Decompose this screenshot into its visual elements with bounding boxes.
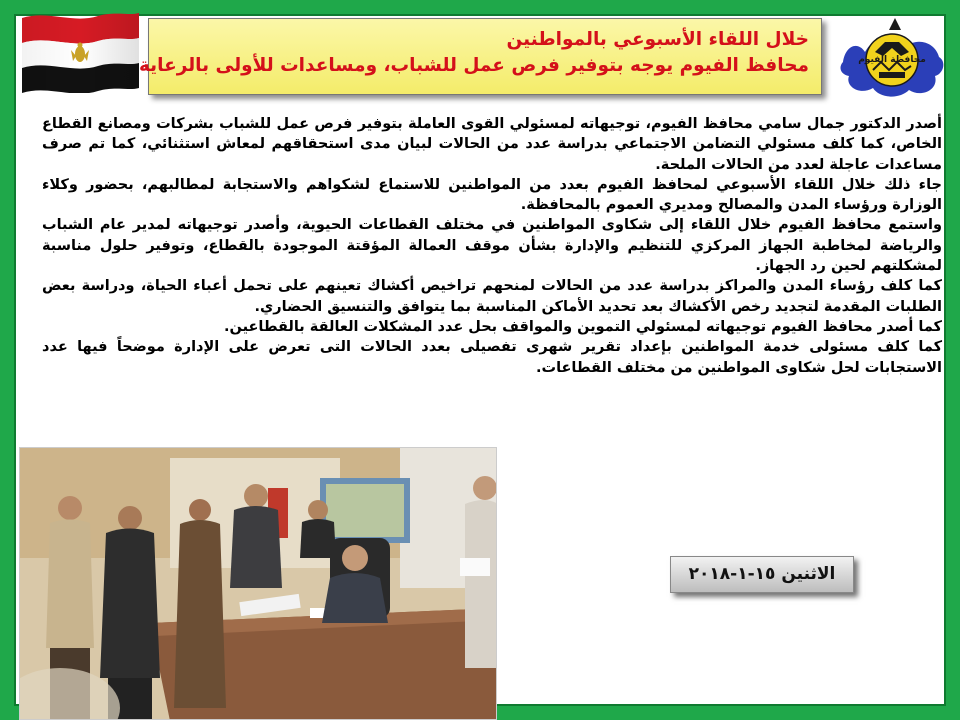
logo-text: محافظة الفيوم (858, 55, 926, 65)
headline-kicker: خلال اللقاء الأسبوعي بالمواطنين (506, 29, 809, 50)
headline-main: محافظ الفيوم يوجه بتوفير فرص عمل للشباب، ومساعدات للأولى بالرعاية (138, 55, 809, 76)
paragraph: كما كلف رؤساء المدن والمراكز بدراسة عدد من الحالات لمنحهم تراخيص أكشاك تعينهم على تحمل أعباء الحياة، ودراسة بعض الطلبات المقدمة لتجديد رخص الأكشاك بعد تحديد الأماكن المناسبة بما يتوافق والتنسيق الحضاري. (42, 278, 942, 315)
meeting-photo (19, 447, 497, 720)
paragraph: جاء ذلك خلال اللقاء الأسبوعي لمحافظ الفيوم بعدد من المواطنين للاستماع لشكواهم والاستجابة لمطالبهم، بحضور وكلاء الوزارة ورؤساء المدن والمصالح ومديري العموم بالمحافظة. (42, 176, 942, 214)
paragraph: واستمع محافظ الفيوم خلال اللقاء إلى شكاوى المواطنين في مختلف القطاعات الحيوية، وأصدر توجيهاته لمدير عام الشباب والرياضة لمخاطبة الجهاز المركزي للتنظيم والإدارة بشأن موقف العمالة المؤقتة الموجودة بالقطاع، وتوفير حلول مناسبة لمشكلتهم لحين رد الجهاز. (42, 217, 942, 275)
fayoum-governorate-logo-icon (835, 12, 950, 102)
paragraph: كما أصدر محافظ الفيوم توجيهاته لمسئولي التموين والمواقف بحل عدد المشكلات العالقة بالقطاعين. (224, 318, 942, 335)
paragraph: أصدر الدكتور جمال سامي محافظ الفيوم، توجيهاته لمسئولي القوى العاملة بتوفير فرص عمل للشباب بشركات ومصانع القطاع الخاص، كما كلف مسئولي التضامن الاجتماعي بدراسة عدد من الحالات لبيان مدى استحقاقهم لمعاش استثنائي، كما تم صرف مساعدات عاجلة لعدد من الحالات الملحة. (42, 116, 942, 173)
egypt-flag-icon (18, 8, 143, 93)
date-badge: الاثنين ١٥-١-٢٠١٨ (670, 556, 854, 593)
title-box (138, 18, 822, 95)
paragraph: كما كلف مسئولى خدمة المواطنين بإعداد تقرير شهرى تفصيلى بعدد الحالات التى تعرض على الإدارة موضحاً فيها عدد الاستجابات لحل شكاوى المواطنين من مختلف القطاعات. (42, 339, 942, 376)
article-body (42, 114, 942, 378)
